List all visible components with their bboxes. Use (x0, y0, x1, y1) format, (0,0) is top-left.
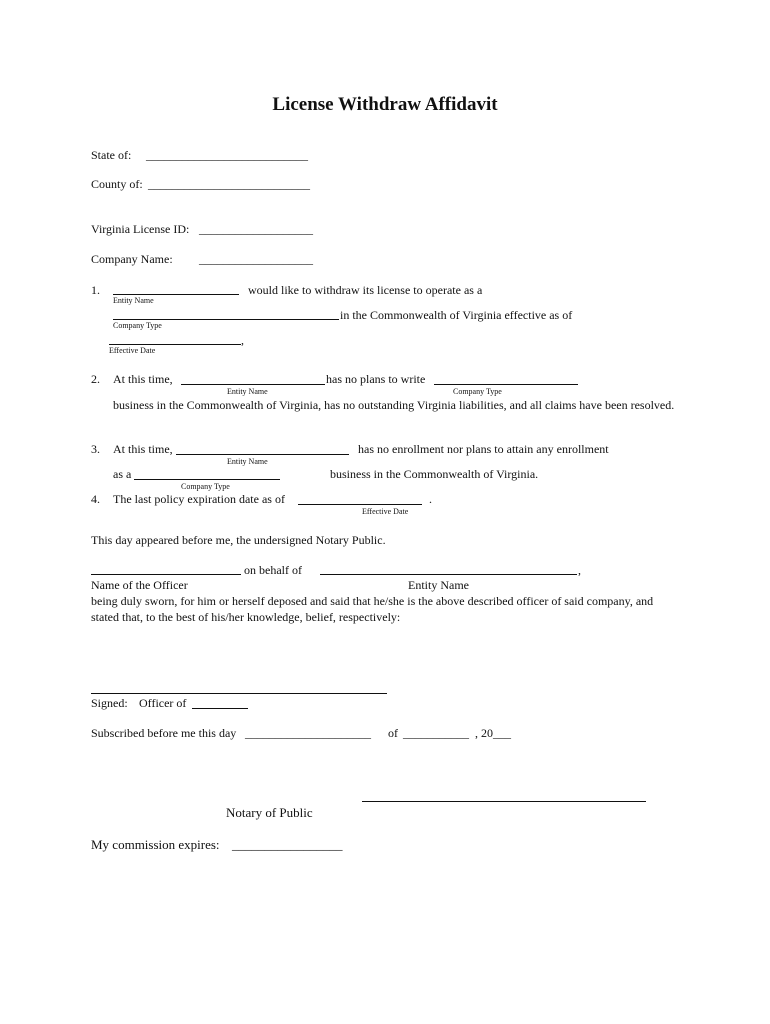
item-2-entity-name-caption: Entity Name (227, 387, 268, 396)
sworn-statement: being duly sworn, for him or herself deposed and said that he/she is the above described officer of said company, and stated that, to the best of his/her knowledge, belief, respectively: (91, 594, 654, 624)
subscribed-of-text: of (388, 726, 398, 740)
license-id-field[interactable]: ___________________ (199, 222, 313, 236)
item-3-text-b: has no enrollment nor plans to attain any enrollment (358, 442, 609, 456)
item-1-effective-date-field[interactable] (109, 344, 241, 345)
item-1-effective-date-caption: Effective Date (109, 346, 156, 355)
item-3-company-type-field[interactable] (134, 479, 280, 480)
item-4-period: . (429, 492, 432, 506)
item-2-company-type-caption: Company Type (453, 387, 502, 396)
signed-label: Signed: (91, 696, 128, 710)
item-2-text-b: has no plans to write (326, 372, 426, 386)
officer-name-caption: Name of the Officer (91, 578, 188, 592)
county-label: County of: (91, 177, 143, 191)
company-name-label: Company Name: (91, 252, 173, 266)
commission-expires-field[interactable]: _________________ (232, 837, 343, 852)
officer-of-label: Officer of (139, 696, 187, 710)
item-1-text-a: would like to withdraw its license to operate as a (248, 283, 483, 297)
item-3-text-d: business in the Commonwealth of Virginia. (330, 467, 539, 481)
notary-entity-name-caption: Entity Name (408, 578, 469, 592)
notary-comma: , (578, 563, 581, 577)
notary-signature-field[interactable] (362, 801, 646, 802)
county-field[interactable]: ___________________________ (148, 177, 310, 191)
company-name-field[interactable]: ___________________ (199, 252, 313, 266)
license-id-label: Virginia License ID: (91, 222, 190, 236)
item-1-company-type-field[interactable] (113, 319, 339, 320)
item-3-number: 3. (91, 442, 100, 456)
item-4-effective-date-field[interactable] (298, 504, 422, 505)
item-1-number: 1. (91, 283, 100, 297)
item-4-number: 4. (91, 492, 100, 506)
subscribed-year-field[interactable]: , 20___ (475, 726, 511, 740)
item-3-company-type-caption: Company Type (181, 482, 230, 491)
document-title: License Withdraw Affidavit (272, 94, 498, 115)
item-3-text-c: as a (113, 467, 132, 481)
item-2-number: 2. (91, 372, 100, 386)
item-2-entity-name-field[interactable] (181, 384, 325, 385)
signature-field[interactable] (91, 693, 387, 694)
item-1-entity-name-field[interactable] (113, 294, 239, 295)
item-2-text-a: At this time, (113, 372, 173, 386)
item-1-text-b: in the Commonwealth of Virginia effective as of (340, 308, 573, 322)
subscribed-month-field[interactable]: ___________ (403, 726, 469, 740)
state-label: State of: (91, 148, 132, 162)
item-1-company-type-caption: Company Type (113, 321, 162, 330)
subscribed-text: Subscribed before me this day (91, 726, 237, 740)
notary-appeared-text: This day appeared before me, the undersigned Notary Public. (91, 533, 386, 547)
item-1-entity-name-caption: Entity Name (113, 296, 154, 305)
notary-public-label: Notary of Public (226, 805, 313, 820)
officer-of-field[interactable] (192, 708, 248, 709)
item-3-entity-name-field[interactable] (176, 454, 349, 455)
item-3-text-a: At this time, (113, 442, 173, 456)
state-field[interactable]: ___________________________ (146, 148, 308, 162)
item-1-comma: , (241, 333, 244, 347)
notary-entity-name-field[interactable] (320, 574, 577, 575)
commission-expires-label: My commission expires: (91, 837, 220, 852)
item-4-effective-date-caption: Effective Date (362, 507, 409, 516)
item-2-company-type-field[interactable] (434, 384, 578, 385)
officer-name-field[interactable] (91, 574, 241, 575)
item-4-text-a: The last policy expiration date as of (113, 492, 285, 506)
item-2-body: business in the Commonwealth of Virginia, has no outstanding Virginia liabilities, and all claims have been resolved. (113, 398, 675, 412)
subscribed-day-field[interactable]: _____________________ (245, 726, 371, 740)
on-behalf-text: on behalf of (244, 563, 302, 577)
item-3-entity-name-caption: Entity Name (227, 457, 268, 466)
